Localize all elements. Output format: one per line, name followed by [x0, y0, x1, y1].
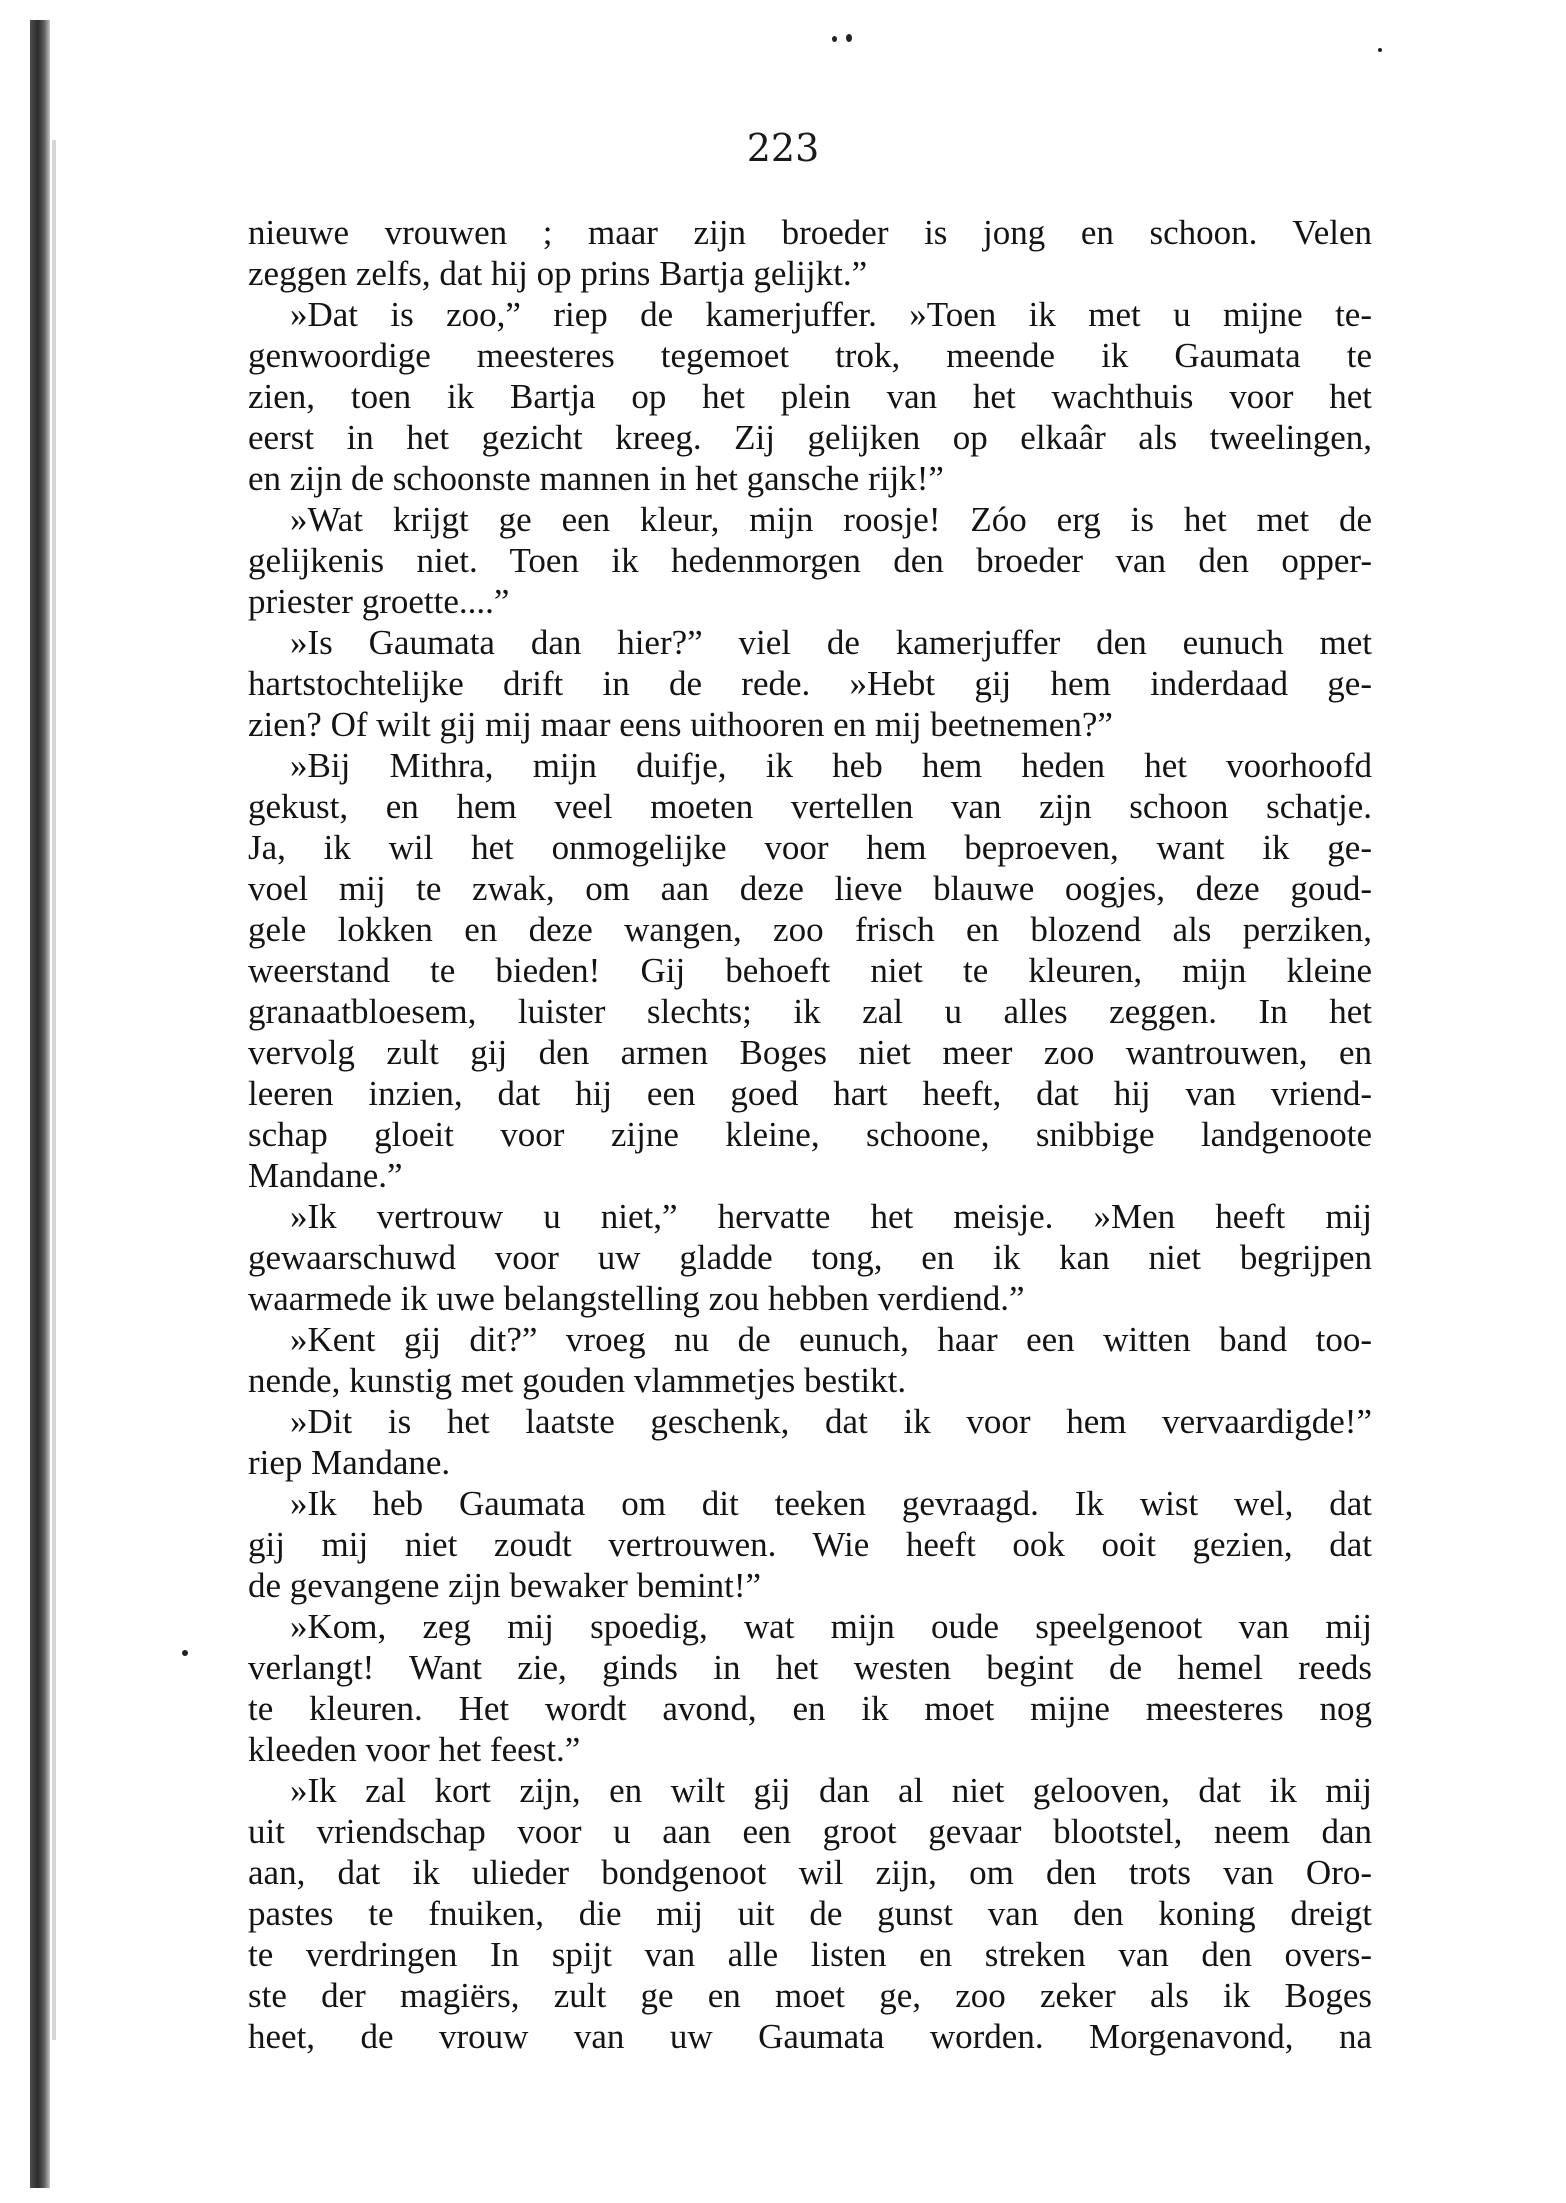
text-line: kleeden voor het feest.” — [248, 1730, 581, 1769]
text-line: te kleuren. Het wordt avond, en ik moet mijne meesteres nog — [248, 1689, 1372, 1728]
text-line: zeggen zelfs, dat hij op prins Bartja gelijkt.” — [248, 254, 868, 293]
page-binding-edge — [52, 140, 56, 2040]
page-binding-shadow — [30, 20, 50, 2188]
text-line: Mandane.” — [248, 1156, 403, 1195]
text-line: hartstochtelijke drift in de rede. »Hebt gij hem inderdaad ge- — [248, 664, 1372, 703]
text-line: nieuwe vrouwen ; maar zijn broeder is jong en schoon. Velen — [248, 213, 1372, 252]
text-line: waarmede ik uwe belangstelling zou hebben verdiend.” — [248, 1279, 1025, 1318]
ink-speck — [846, 34, 852, 42]
text-line: schap gloeit voor zijne kleine, schoone, snibbige landgenoote — [248, 1115, 1372, 1154]
text-line: »Is Gaumata dan hier?” viel de kamerjuffer den eunuch met — [290, 623, 1372, 662]
ink-speck — [832, 36, 837, 42]
text-line: gij mij niet zoudt vertrouwen. Wie heeft ook ooit gezien, dat — [248, 1525, 1372, 1564]
text-line: weerstand te bieden! Gij behoeft niet te kleuren, mijn kleine — [248, 951, 1372, 990]
text-line: ste der magiërs, zult ge en moet ge, zoo zeker als ik Boges — [248, 1976, 1372, 2015]
text-line: gewaarschuwd voor uw gladde tong, en ik kan niet begrijpen — [248, 1238, 1372, 1277]
text-line: verlangt! Want zie, ginds in het westen begint de hemel reeds — [248, 1648, 1372, 1687]
text-line: en zijn de schoonste mannen in het gansche rijk!” — [248, 459, 944, 498]
text-line: leeren inzien, dat hij een goed hart heeft, dat hij van vriend- — [248, 1074, 1372, 1113]
text-line: zien, toen ik Bartja op het plein van het wachthuis voor het — [248, 377, 1372, 416]
text-line: »Wat krijgt ge een kleur, mijn roosje! Zóo erg is het met de — [290, 500, 1372, 539]
text-line: »Ik vertrouw u niet,” hervatte het meisje. »Men heeft mij — [290, 1197, 1372, 1236]
text-line: gelijkenis niet. Toen ik hedenmorgen den broeder van den opper- — [248, 541, 1372, 580]
text-line: »Kent gij dit?” vroeg nu de eunuch, haar een witten band too- — [290, 1320, 1372, 1359]
text-line: te verdringen In spijt van alle listen en streken van den overs- — [248, 1935, 1372, 1974]
ink-speck — [1378, 48, 1382, 52]
text-line: genwoordige meesteres tegemoet trok, meende ik Gaumata te — [248, 336, 1372, 375]
text-line: »Dit is het laatste geschenk, dat ik voor hem vervaardigde!” — [290, 1402, 1372, 1441]
ink-speck — [182, 1650, 188, 1656]
text-line: pastes te fnuiken, die mij uit de gunst van den koning dreigt — [248, 1894, 1372, 1933]
text-line: vervolg zult gij den armen Boges niet meer zoo wantrouwen, en — [248, 1033, 1372, 1072]
text-line: priester groette....” — [248, 582, 510, 621]
page-number: 223 — [746, 126, 820, 170]
text-line: de gevangene zijn bewaker bemint!” — [248, 1566, 762, 1605]
text-line: »Ik heb Gaumata om dit teeken gevraagd. Ik wist wel, dat — [290, 1484, 1372, 1523]
text-line: aan, dat ik ulieder bondgenoot wil zijn, om den trots van Oro- — [248, 1853, 1372, 1892]
text-line: uit vriendschap voor u aan een groot gevaar blootstel, neem dan — [248, 1812, 1372, 1851]
text-line: granaatbloesem, luister slechts; ik zal u alles zeggen. In het — [248, 992, 1372, 1031]
text-line: »Kom, zeg mij spoedig, wat mijn oude speelgenoot van mij — [290, 1607, 1372, 1646]
text-line: »Ik zal kort zijn, en wilt gij dan al niet gelooven, dat ik mij — [290, 1771, 1372, 1810]
text-line: voel mij te zwak, om aan deze lieve blauwe oogjes, deze goud- — [248, 869, 1372, 908]
text-line: »Bij Mithra, mijn duifje, ik heb hem heden het voorhoofd — [290, 746, 1372, 785]
body-text — [248, 212, 1372, 2057]
text-line: heet, de vrouw van uw Gaumata worden. Morgenavond, na — [248, 2017, 1372, 2056]
text-line: gekust, en hem veel moeten vertellen van zijn schoon schatje. — [248, 787, 1372, 826]
text-line: riep Mandane. — [248, 1443, 451, 1482]
text-line: zien? Of wilt gij mij maar eens uithooren en mij beetnemen?” — [248, 705, 1113, 744]
text-line: nende, kunstig met gouden vlammetjes bestikt. — [248, 1361, 907, 1400]
text-line: Ja, ik wil het onmogelijke voor hem beproeven, want ik ge- — [248, 828, 1372, 867]
text-line: eerst in het gezicht kreeg. Zij gelijken op elkaâr als tweelingen, — [248, 418, 1372, 457]
text-line: gele lokken en deze wangen, zoo frisch en blozend als perziken, — [248, 910, 1372, 949]
text-line: »Dat is zoo,” riep de kamerjuffer. »Toen ik met u mijne te- — [290, 295, 1372, 334]
